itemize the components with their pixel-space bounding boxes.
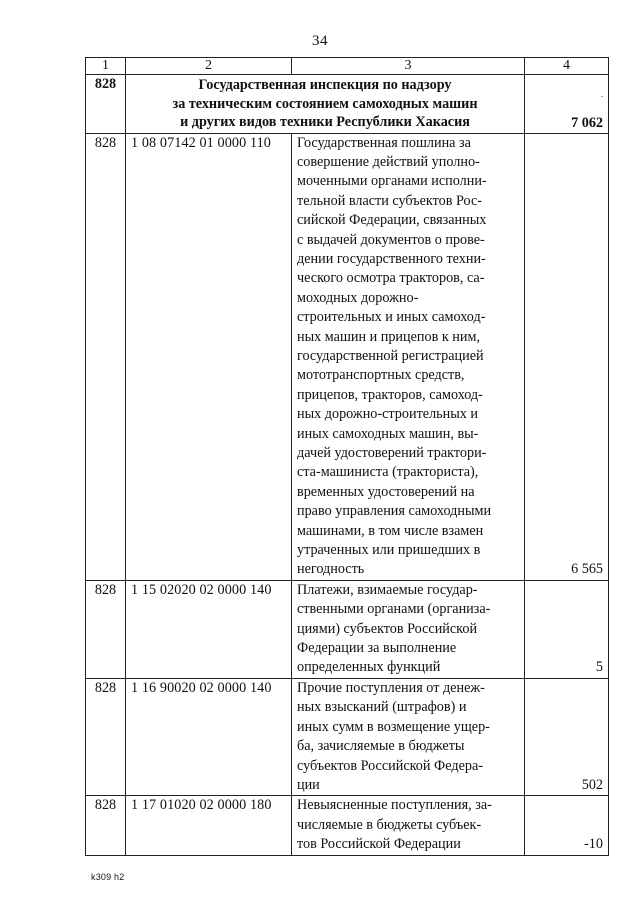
description-line: ческого осмотра тракторов, са-: [297, 270, 485, 287]
table-body-rows: [86, 133, 609, 855]
description-line: совершение действий уполно-: [297, 153, 480, 170]
page-number: 34: [312, 33, 328, 49]
header-col-1: 1: [86, 58, 126, 75]
description-line: Федерации за выполнение: [297, 640, 457, 657]
description-line: мототранспортных средств,: [297, 367, 465, 384]
org-name-line: и других видов техники Республики Хакасия: [180, 114, 470, 130]
header-col-2: 2: [126, 58, 292, 75]
description-line: ции: [297, 776, 320, 793]
admin-code: 828: [86, 580, 126, 678]
budget-class-code: 1 08 07142 01 0000 110: [126, 133, 292, 580]
description-line: ста-машиниста (тракториста),: [297, 464, 479, 481]
dot-mark: .: [600, 89, 603, 99]
description-line: числяемые в бюджеты субъек-: [297, 816, 482, 833]
revenue-description: [292, 678, 525, 795]
org-name-line: за техническим состоянием самоходных машин: [172, 95, 478, 112]
description-line: тельной власти субъектов Рос-: [297, 192, 482, 209]
revenue-description: [292, 580, 525, 678]
description-line: субъектов Российской Федера-: [297, 757, 483, 774]
description-line: сийской Федерации, связанных: [297, 212, 487, 229]
budget-class-code: 1 15 02020 02 0000 140: [126, 580, 292, 678]
org-code: 828: [86, 75, 126, 134]
description-line: Прочие поступления от денеж-: [297, 679, 485, 696]
amount: 5: [525, 580, 609, 678]
budget-class-code: 1 17 01020 02 0000 180: [126, 796, 292, 855]
org-name: [126, 75, 525, 134]
admin-code: 828: [86, 133, 126, 580]
description-line: дачей удостоверений трактори-: [297, 445, 487, 461]
table-row: [86, 796, 609, 855]
amount: -10: [525, 796, 609, 855]
description-line: с выдачей документов о прове-: [297, 231, 485, 248]
description-line: утраченных или пришедших в: [297, 542, 481, 559]
table-header-row: [86, 58, 609, 75]
header-col-3: 3: [292, 58, 525, 75]
org-name-line: Государственная инспекция по надзору: [198, 77, 452, 93]
description-line: дении государственного техни-: [297, 250, 486, 267]
budget-revenue-table: [85, 57, 609, 856]
description-line: ных машин и прицепов к ним,: [297, 328, 480, 345]
admin-code: 828: [86, 678, 126, 795]
description-line: циями) субъектов Российской: [297, 620, 478, 637]
table-row: [86, 580, 609, 678]
budget-class-code: 1 16 90020 02 0000 140: [126, 678, 292, 795]
description-line: ба, зачисляемые в бюджеты: [297, 738, 465, 755]
revenue-description: [292, 796, 525, 855]
org-row: [86, 75, 609, 134]
table-row: [86, 678, 609, 795]
description-line: право управления самоходными: [297, 503, 492, 520]
revenue-description: [292, 133, 525, 580]
description-line: моходных дорожно-: [297, 289, 419, 306]
org-total: 7 062: [571, 115, 603, 131]
description-line: иных самоходных машин, вы-: [297, 425, 479, 442]
description-line: иных сумм в возмещение ущер-: [297, 718, 490, 735]
description-line: ных дорожно-строительных и: [297, 406, 478, 423]
table-row: [86, 133, 609, 580]
description-line: Платежи, взимаемые государ-: [297, 581, 478, 598]
amount: 6 565: [525, 133, 609, 580]
description-line: строительных и иных самоход-: [297, 309, 486, 326]
description-line: машинами, в том числе взамен: [297, 522, 484, 539]
header-col-4: 4: [525, 58, 609, 75]
description-line: негодность: [297, 561, 365, 578]
description-line: тов Российской Федерации: [297, 836, 461, 853]
description-line: прицепов, тракторов, самоход-: [297, 386, 483, 403]
description-line: определенных функций: [297, 659, 441, 676]
description-line: Государственная пошлина за: [297, 134, 471, 151]
description-line: ных взысканий (штрафов) и: [297, 699, 467, 716]
description-line: временных удостоверений на: [297, 483, 475, 500]
footer-code: k309 h2: [91, 872, 125, 882]
description-line: моченными органами исполни-: [297, 173, 487, 190]
admin-code: 828: [86, 796, 126, 855]
description-line: ственными органами (организа-: [297, 601, 491, 618]
org-total-cell: [525, 75, 609, 134]
amount: 502: [525, 678, 609, 795]
description-line: государственной регистрацией: [297, 347, 484, 364]
description-line: Невыясненные поступления, за-: [297, 797, 492, 814]
